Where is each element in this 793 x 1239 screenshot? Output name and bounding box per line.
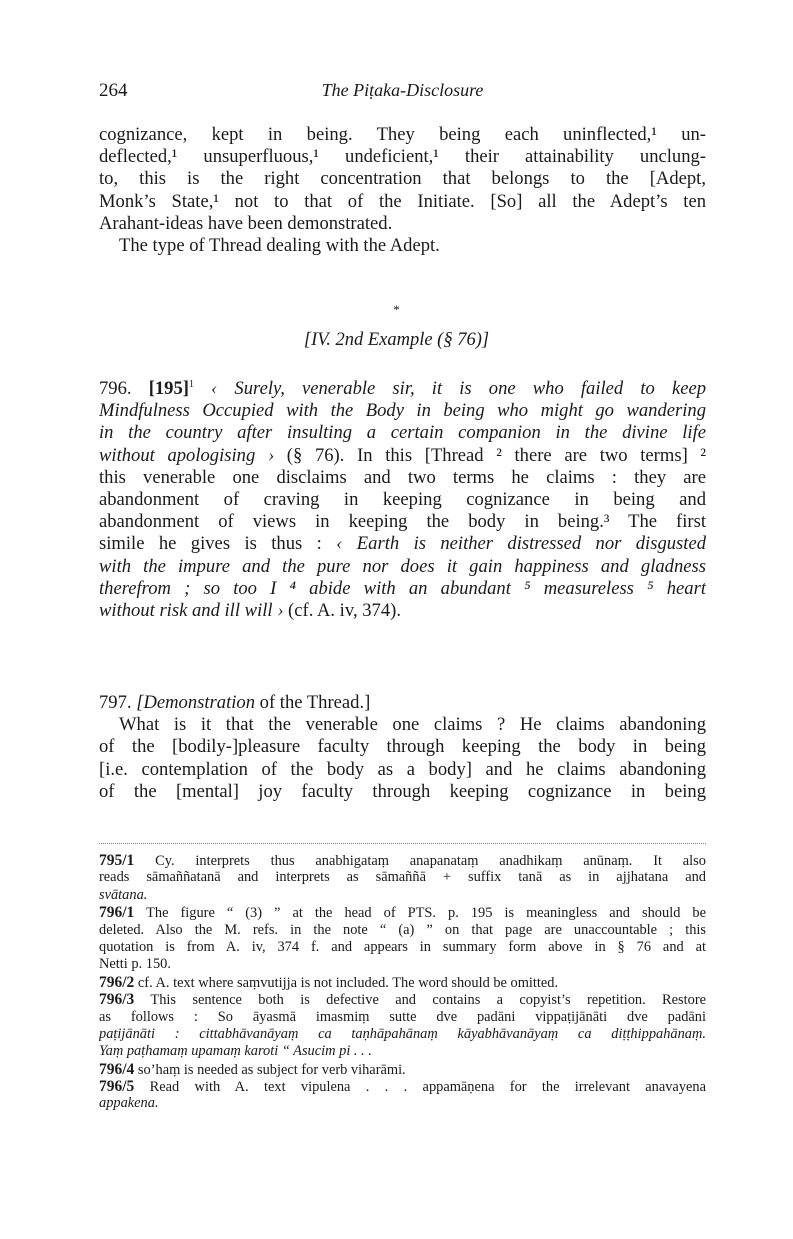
footnote-ref: 796/5 — [99, 1078, 135, 1096]
heading-italic: [Demonstration — [136, 692, 256, 713]
quote-text: without risk and ill will › — [99, 599, 284, 621]
footnote-separator — [99, 843, 706, 844]
footnote — [99, 991, 706, 1061]
text-line: abandonment of craving in keeping cognizance in being and — [99, 488, 706, 510]
quote-line: therefrom ; so too I ⁴ abide with an abundant ⁵ measureless ⁵ heart — [99, 577, 706, 599]
text-line: abandonment of views in keeping the body in being.³ The first — [99, 511, 706, 533]
text-line: to, this is the right concentration that belongs to the [Adept, — [99, 168, 706, 190]
running-title: The Piṭaka-Disclosure — [321, 80, 484, 100]
text-line: deflected,¹ unsuperfluous,¹ undeficient,¹ their attainability unclung- — [99, 146, 706, 168]
quote-text: ‹ Earth is neither distressed nor disgusted — [336, 533, 706, 555]
footnote-text: Yaṃ paṭhamaṃ upamaṃ karoti “ Asucim pi . . . — [99, 1043, 372, 1060]
text-segment: (cf. A. iv, 374). — [283, 599, 401, 621]
footnotes — [99, 852, 706, 1113]
footnote — [99, 974, 706, 991]
text-segment: simile he gives is thus : — [99, 533, 337, 555]
footnote-text: The figure “ (3) ” at the head of PTS. p. 195 is meaningless and should be — [146, 905, 706, 922]
paragraph-number: 796. — [99, 378, 132, 399]
footnote-text: svātana. — [99, 886, 148, 903]
footnote-ref: 796/3 — [99, 991, 135, 1009]
text-line: cognizance, kept in being. They being each uninflected,¹ un- — [99, 124, 706, 145]
paragraph-number: 797. — [99, 692, 132, 713]
quote-text: ‹ Surely, venerable sir, it is one who failed to keep — [211, 378, 706, 399]
pts-page-ref: [195] — [148, 378, 189, 399]
footnote-text: Netti p. 150. — [99, 956, 171, 973]
paragraph-continuation — [99, 124, 706, 257]
quote-line: in the country after insulting a certain companion in the divine life — [99, 422, 706, 444]
footnote — [99, 904, 706, 974]
footnote-text: so’haṃ is needed as subject for verb viharāmi. — [137, 1061, 406, 1078]
footnote-ref: 795/1 — [99, 852, 135, 869]
quote-text: without apologising › — [99, 444, 275, 466]
footnote-text: quotation is from A. iv, 374 f. and appears in summary form above in § 76 and at — [99, 938, 706, 955]
running-head — [99, 80, 706, 104]
text-segment: (§ 76). In this [Thread ² there are two terms] ² — [274, 444, 706, 466]
footnote-text: deleted. Also the M. refs. in the note “ (a) ” on that page are unaccountable ; this — [99, 921, 706, 938]
section-divider-asterisk: * — [393, 302, 400, 317]
footnote-text: paṭijānāti : cittabhāvanāyaṃ ca taṇhāpahānaṃ kāyabhāvanāyaṃ ca diṭṭhippahānaṃ. — [99, 1025, 706, 1042]
footnote-text: Cy. interprets thus anabhigataṃ anapanataṃ anadhikaṃ anūnaṃ. It also — [155, 853, 706, 869]
footnote-ref: 796/2 — [99, 973, 135, 991]
footnote-text: Read with A. text vipulena . . . appamāṇena for the irrelevant anavayena — [149, 1079, 706, 1096]
heading-roman: of the Thread.] — [255, 692, 371, 713]
text-line: [i.e. contemplation of the body as a body] and he claims abandoning — [99, 758, 706, 780]
paragraph-796 — [99, 378, 706, 622]
text-line: this venerable one disclaims and two terms he claims : they are — [99, 466, 706, 488]
closing-line: The type of Thread dealing with the Adept. — [119, 234, 440, 256]
footnote-text: as follows : So āyasmā imasmiṃ sutte dve padāni vippaṭijānāti dve padāni — [99, 1008, 706, 1025]
footnote-text: reads sāmaññatanā and interprets as sāmaññā + suffix tanā as in ajjhatana and — [99, 869, 706, 886]
page-number: 264 — [99, 80, 128, 101]
text-line: of the [mental] joy faculty through keeping cognizance in being — [99, 780, 706, 802]
footnote-marker: 1 — [188, 379, 194, 390]
quote-line: with the impure and the pure nor does it gain happiness and gladness — [99, 555, 706, 577]
footnote-ref: 796/4 — [99, 1060, 135, 1078]
footnote — [99, 852, 706, 904]
text-line: Monk’s State,¹ not to that of the Initiate. [So] all the Adept’s ten — [99, 190, 706, 212]
footnote-text: cf. A. text where saṃvutijja is not included. The word should be omitted. — [137, 974, 559, 991]
text-line: Arahant-ideas have been demonstrated. — [99, 212, 393, 234]
section-heading: [IV. 2nd Example (§ 76)] — [303, 330, 490, 350]
text-line: What is it that the venerable one claims ? He claims abandoning — [119, 714, 706, 736]
footnote-text: This sentence both is defective and contains a copyist’s repetition. Restore — [150, 992, 706, 1009]
footnote — [99, 1078, 706, 1113]
footnote-text: appakena. — [99, 1095, 159, 1112]
quote-line: Mindfulness Occupied with the Body in being who might go wandering — [99, 400, 706, 422]
text-line: of the [bodily-]pleasure faculty through keeping the body in being — [99, 736, 706, 758]
paragraph-797 — [99, 692, 706, 803]
footnote — [99, 1061, 706, 1078]
footnote-ref: 796/1 — [99, 904, 135, 922]
